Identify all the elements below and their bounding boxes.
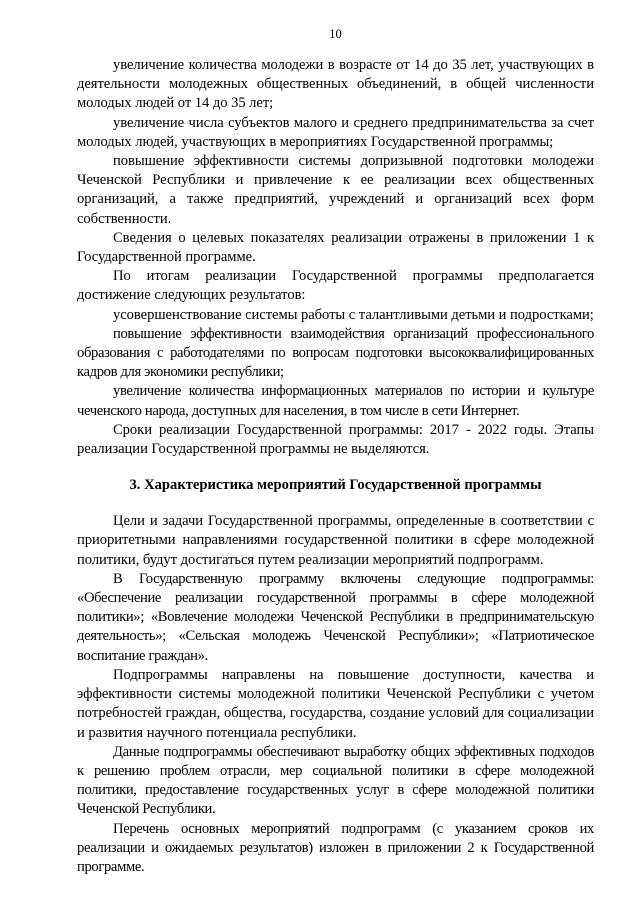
paragraph-pre-conscription: повышение эффективности системы допризывной подготовки молодежи Чеченской Республики и привлечение к ее реализации всех общественных организаций, а также предприятий, учреждений и организаций всех форм собственности. [77,153,594,227]
section-heading: 3. Характеристика мероприятий Государственной программы [129,477,542,494]
paragraph-information-materials: увеличение количества информационных материалов по истории и культуре чеченского народа, доступных для населения, в том числе в сети Интернет. [77,383,594,419]
paragraph-subprograms-approaches: Данные подпрограммы обеспечивают выработку общих эффективных подходов к решению проблем отрасли, мер социальной политики в сфере молодежной политики, предоставление государственных услуг в сфере молодежной политики Чеченской Республики. [77,743,594,818]
paragraph-expected-results-intro: По итогам реализации Государственной программы предполагается достижение следующих результатов: [77,268,594,304]
paragraph-implementation-period: Сроки реализации Государственной программы: 2017 - 2022 годы. Этапы реализации Государственной программы не выделяются. [77,421,594,458]
paragraph-talented-children: усовершенствование системы работы с талантливыми детьми и подростками; [113,306,594,323]
paragraph-youth-participation: увеличение количества молодежи в возрасте от 14 до 35 лет, участвующих в деятельности молодежных общественных объединений, в общей численности молодых людей от 14 до 35 лет; [77,57,594,112]
paragraph-goals-tasks: Цели и задачи Государственной программы, определенные в соответствии с приоритетными направлениями государственной политики в сфере молодежной политики, будут достигаться путем реализации мероприятий подпрограмм. [77,513,594,568]
paragraph-small-business: увеличение числа субъектов малого и среднего предпринимательства за счет молодых людей, участвующих в мероприятиях Государственной программы; [77,114,594,150]
paragraph-subprograms-aim: Подпрограммы направлены на повышение доступности, качества и эффективности системы молодежной политики Чеченской Республики с учетом потребностей граждан, общества, государства, создание условий для социализации и развития научного потенциала республики. [77,666,594,741]
paragraph-activities-list: Перечень основных мероприятий подпрограмм (с указанием сроков их реализации и ожидаемых результатов) изложен в приложении 2 к Государственной программе. [77,820,594,875]
paragraph-target-indicators: Сведения о целевых показателях реализации отражены в приложении 1 к Государственной программе. [77,229,594,266]
page-number: 10 [329,27,342,41]
paragraph-subprograms-list: В Государственную программу включены следующие подпрограммы: «Обеспечение реализации государственной программы в сфере молодежной политики»; «Вовлечение молодежи Чеченской Республики в предпринимательскую деятельность»; «Сельская молодежь Чеченской Республики»; «Патриотическое воспитание граждан». [77,570,594,664]
paragraph-professional-education: повышение эффективности взаимодействия организаций профессионального образования с работодателями по вопросам подготовки высококвалифицированных кадров для экономики республики; [77,325,594,381]
